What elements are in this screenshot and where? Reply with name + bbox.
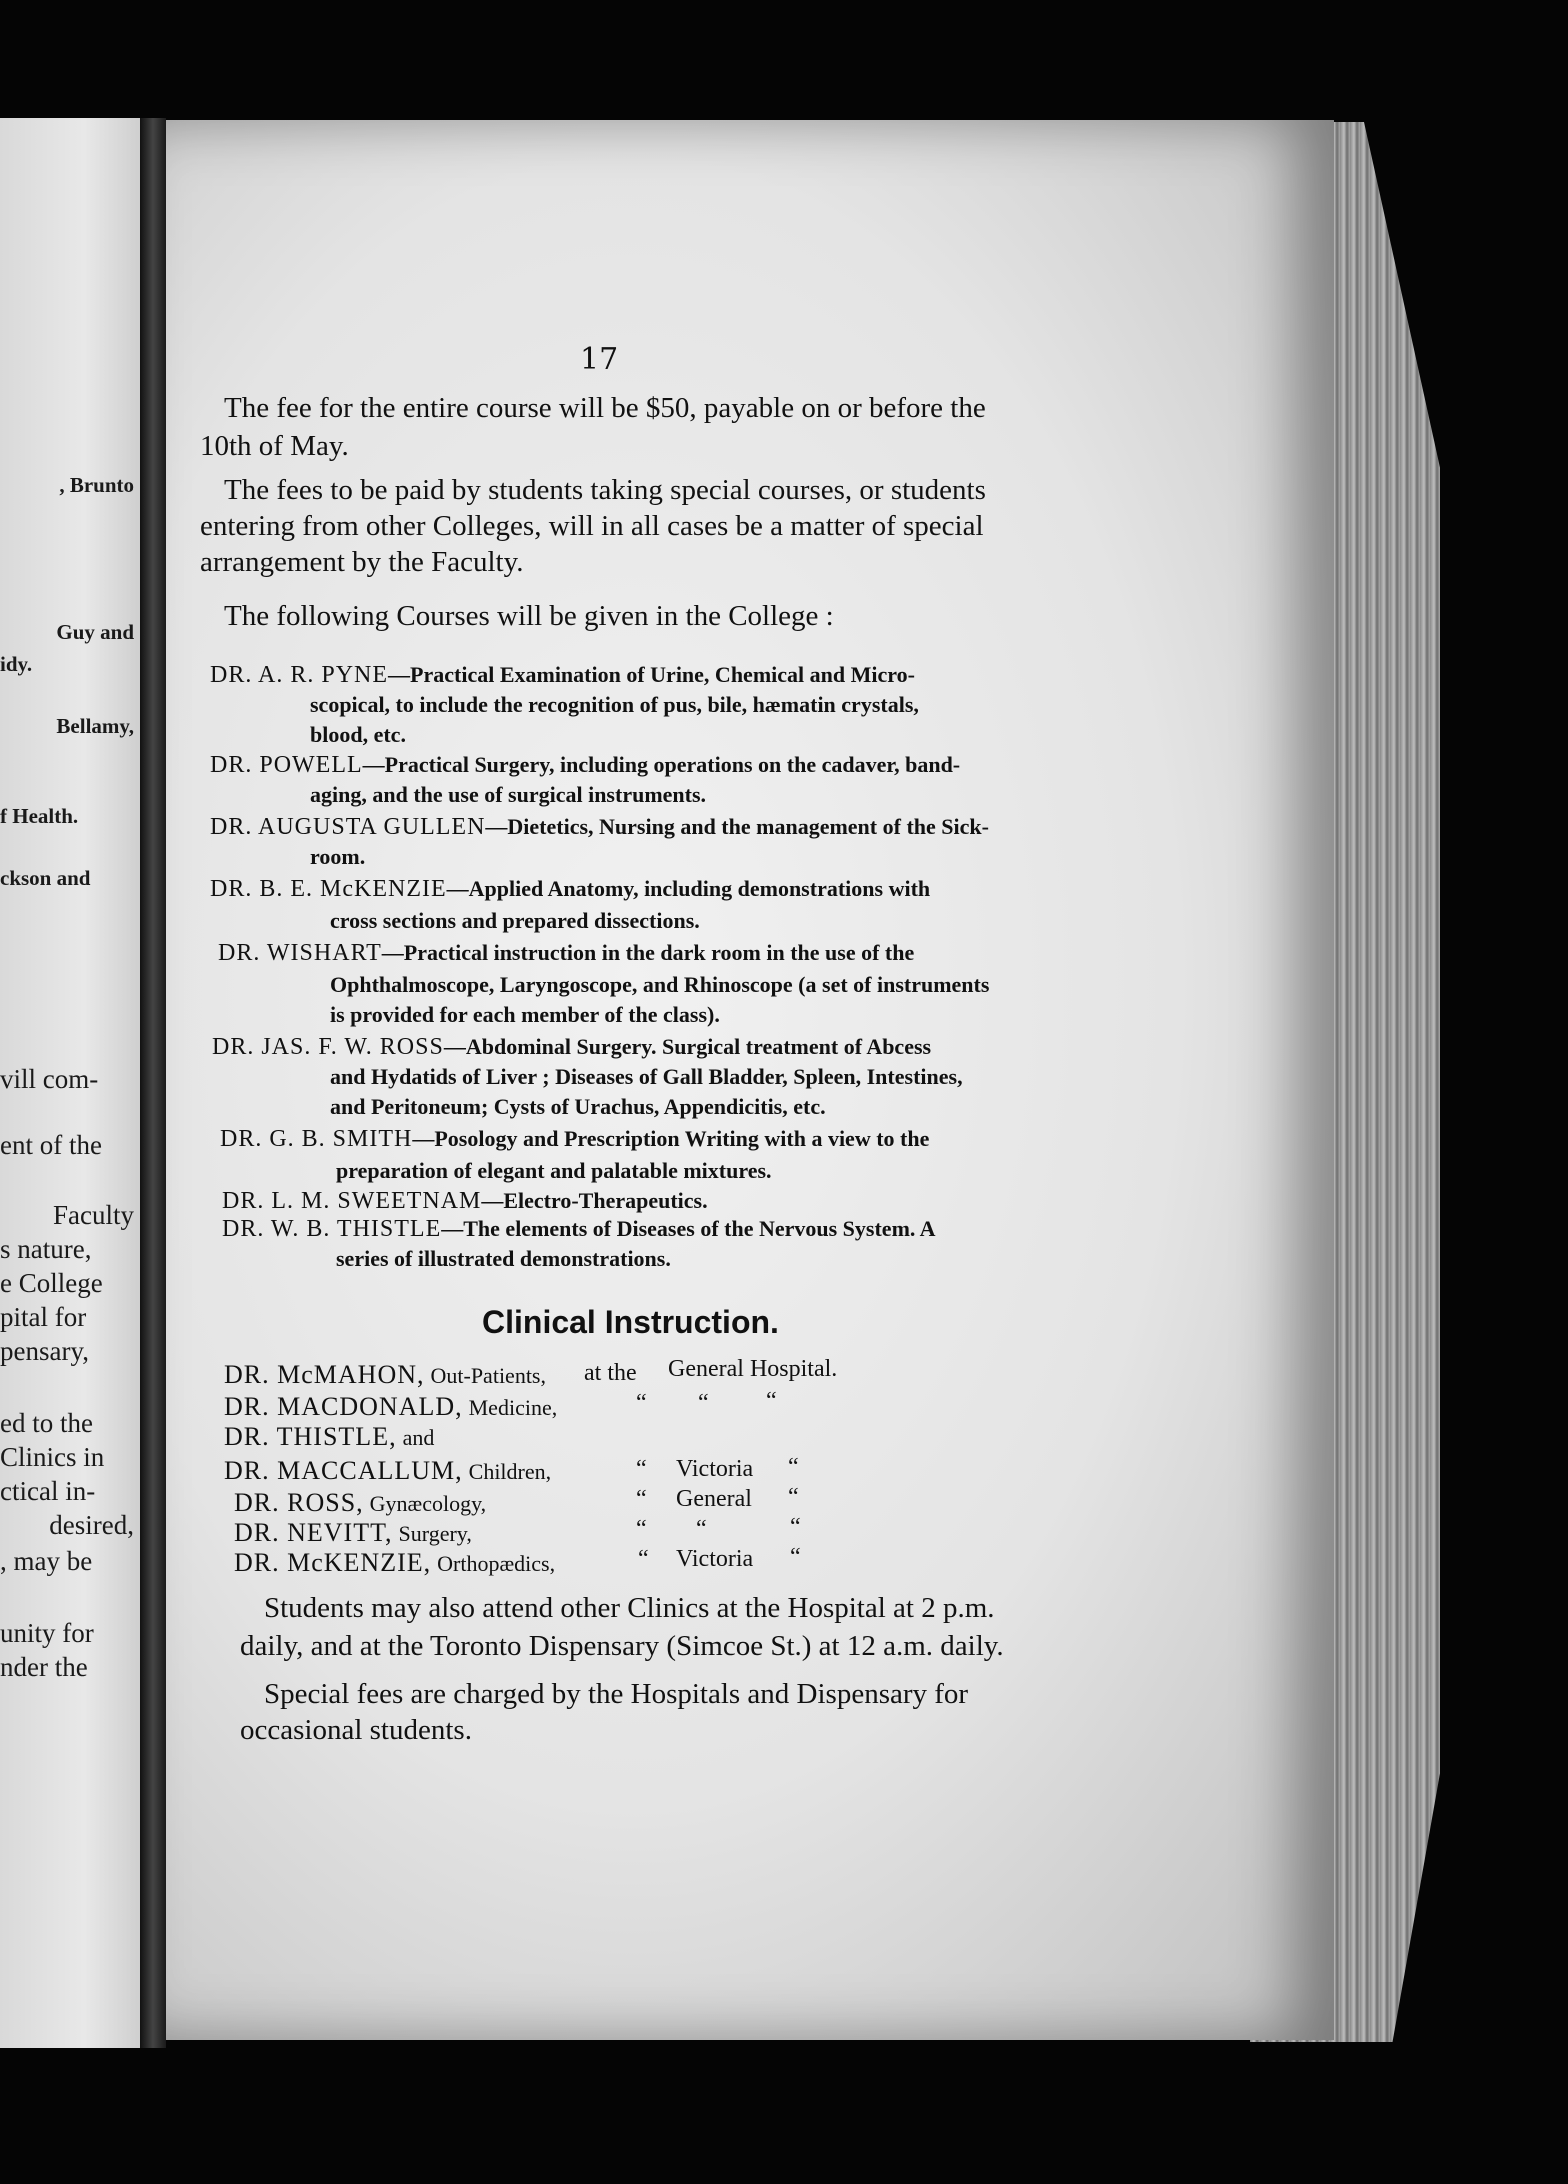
fee-paragraph-line: The fee for the entire course will be $50, payable on or before the (224, 392, 986, 424)
course-description: —Posology and Prescription Writing with a view to the (412, 1126, 930, 1151)
course-entry (210, 814, 989, 841)
clinical-ditto: “ (788, 1454, 799, 1480)
left-page-fragment: s nature, (0, 1234, 92, 1264)
clinical-doctor: DR. ROSS, (234, 1488, 364, 1517)
fee-paragraph-line: 10th of May. (200, 430, 349, 462)
clinical-at: “ (636, 1456, 647, 1482)
course-description: —The elements of Diseases of the Nervous System. A (441, 1216, 936, 1241)
clinical-role: and (402, 1425, 435, 1450)
left-page-fragment: pital for (0, 1302, 87, 1332)
course-entry (222, 1188, 708, 1215)
course-doctor: DR. A. R. PYNE (210, 662, 389, 688)
course-description: —Practical instruction in the dark room in the use of the (381, 940, 915, 965)
occasional-paragraph-line: occasional students. (240, 1714, 472, 1746)
occasional-paragraph-line: Special fees are charged by the Hospitals and Dispensary for (264, 1678, 969, 1710)
clinical-row (224, 1392, 557, 1422)
clinical-row (224, 1422, 434, 1452)
left-page-fragment: idy. (0, 652, 33, 676)
course-entry (212, 1034, 931, 1061)
course-line: blood, etc. (310, 722, 406, 747)
clinical-role: Out-Patients, (430, 1363, 546, 1388)
left-page-fragment: nder the (0, 1652, 88, 1682)
course-doctor: DR. WISHART (218, 940, 382, 966)
clinical-ditto: “ (788, 1484, 799, 1510)
course-doctor: DR. B. E. McKENZIE (210, 876, 447, 902)
left-page-fragment: pensary, (0, 1336, 89, 1366)
clinical-row (234, 1488, 486, 1518)
clinical-doctor: DR. MACDONALD, (224, 1392, 463, 1421)
course-entry (210, 662, 915, 689)
clinical-doctor: DR. McKENZIE, (234, 1548, 432, 1577)
clinical-ditto: “ (790, 1544, 801, 1570)
clinical-hospital: Victoria (676, 1456, 754, 1482)
clinical-ditto: “ (766, 1388, 777, 1414)
left-page-fragment: ent of the (0, 1130, 102, 1160)
course-entry (210, 876, 930, 903)
clinical-row (234, 1518, 472, 1548)
page-number: 17 (580, 342, 619, 377)
course-line: Ophthalmoscope, Laryngoscope, and Rhinoscope (a set of instruments (330, 972, 990, 997)
students-paragraph-line: daily, and at the Toronto Dispensary (Simcoe St.) at 12 a.m. daily. (240, 1630, 1004, 1662)
course-description: —Dietetics, Nursing and the management of the Sick- (485, 814, 989, 839)
left-page-fragment: Faculty (53, 1200, 134, 1230)
clinical-row (224, 1360, 546, 1390)
clinical-heading: Clinical Instruction. (482, 1304, 779, 1340)
left-page-fragment: unity for (0, 1618, 94, 1648)
clinical-role: Orthopædics, (437, 1551, 556, 1576)
clinical-role: Medicine, (468, 1395, 558, 1420)
course-line: room. (310, 844, 366, 869)
left-page-fragment: , may be (0, 1546, 93, 1576)
clinical-row (224, 1456, 551, 1486)
course-line: and Peritoneum; Cysts of Urachus, Appendicitis, etc. (330, 1094, 826, 1119)
left-page-fragment: ctical in- (0, 1476, 96, 1506)
course-line: cross sections and prepared dissections. (330, 908, 700, 933)
course-entry (218, 940, 914, 967)
clinical-hospital: “ (696, 1516, 707, 1542)
clinical-hospital: “ (698, 1390, 709, 1416)
course-doctor: DR. L. M. SWEETNAM (222, 1188, 482, 1214)
left-page-fragment: vill com- (0, 1064, 99, 1094)
left-page-fragment: ckson and (0, 866, 91, 890)
book-gutter (140, 118, 166, 2048)
courses-intro: The following Courses will be given in the College : (224, 600, 834, 632)
course-description: —Abdominal Surgery. Surgical treatment of Abcess (443, 1034, 932, 1059)
left-page-fragment: Clinics in (0, 1442, 105, 1472)
course-line: scopical, to include the recognition of pus, bile, hæmatin crystals, (310, 692, 919, 717)
clinical-doctor: DR. MACCALLUM, (224, 1456, 463, 1485)
course-entry (220, 1126, 929, 1153)
course-entry (222, 1216, 936, 1243)
clinical-role: Surgery, (398, 1521, 472, 1546)
clinical-at: “ (636, 1516, 647, 1542)
course-description: —Practical Examination of Urine, Chemical and Micro- (388, 662, 915, 687)
course-description: —Applied Anatomy, including demonstrations with (446, 876, 931, 901)
left-page-fragment: ed to the (0, 1408, 93, 1438)
course-description: —Electro-Therapeutics. (481, 1188, 708, 1213)
left-page-fragment: desired, (49, 1510, 134, 1540)
special-fees-line: entering from other Colleges, will in all cases be a matter of special (200, 510, 984, 542)
course-line: and Hydatids of Liver ; Diseases of Gall Bladder, Spleen, Intestines, (330, 1064, 963, 1089)
clinical-doctor: DR. NEVITT, (234, 1518, 393, 1547)
clinical-at: “ (636, 1390, 647, 1416)
clinical-role: Children, (468, 1459, 552, 1484)
course-doctor: DR. JAS. F. W. ROSS (212, 1034, 444, 1060)
clinical-hospital: General Hospital. (668, 1356, 838, 1382)
clinical-at: “ (638, 1546, 649, 1572)
left-page-fragment: e College (0, 1268, 103, 1298)
left-page-fragment: f Health. (0, 804, 79, 828)
course-line: preparation of elegant and palatable mixtures. (336, 1158, 772, 1183)
clinical-doctor: DR. THISTLE, (224, 1422, 397, 1451)
clinical-role: Gynæcology, (369, 1491, 487, 1516)
clinical-hospital: Victoria (676, 1546, 754, 1572)
clinical-at: at the (584, 1360, 637, 1386)
students-paragraph-line: Students may also attend other Clinics at the Hospital at 2 p.m. (264, 1592, 995, 1624)
clinical-doctor: DR. McMAHON, (224, 1360, 425, 1389)
special-fees-line: The fees to be paid by students taking special courses, or students (224, 474, 986, 506)
course-doctor: DR. AUGUSTA GULLEN (210, 814, 486, 840)
clinical-row (234, 1548, 555, 1578)
left-page (0, 118, 140, 2048)
clinical-ditto: “ (790, 1514, 801, 1540)
course-line: series of illustrated demonstrations. (336, 1246, 671, 1271)
course-doctor: DR. W. B. THISTLE (222, 1216, 442, 1242)
course-doctor: DR. POWELL (210, 752, 363, 778)
clinical-at: “ (636, 1486, 647, 1512)
course-line: is provided for each member of the class). (330, 1002, 720, 1027)
course-doctor: DR. G. B. SMITH (220, 1126, 413, 1152)
left-page-fragment: Guy and (56, 620, 134, 644)
course-description: —Practical Surgery, including operations on the cadaver, band- (362, 752, 961, 777)
left-page-fragment: , Brunto (59, 473, 134, 497)
course-entry (210, 752, 960, 779)
left-page-fragment: Bellamy, (56, 714, 134, 738)
course-line: aging, and the use of surgical instruments. (310, 782, 707, 807)
clinical-hospital: General (676, 1486, 752, 1512)
main-page (166, 120, 1334, 2040)
special-fees-line: arrangement by the Faculty. (200, 546, 524, 578)
